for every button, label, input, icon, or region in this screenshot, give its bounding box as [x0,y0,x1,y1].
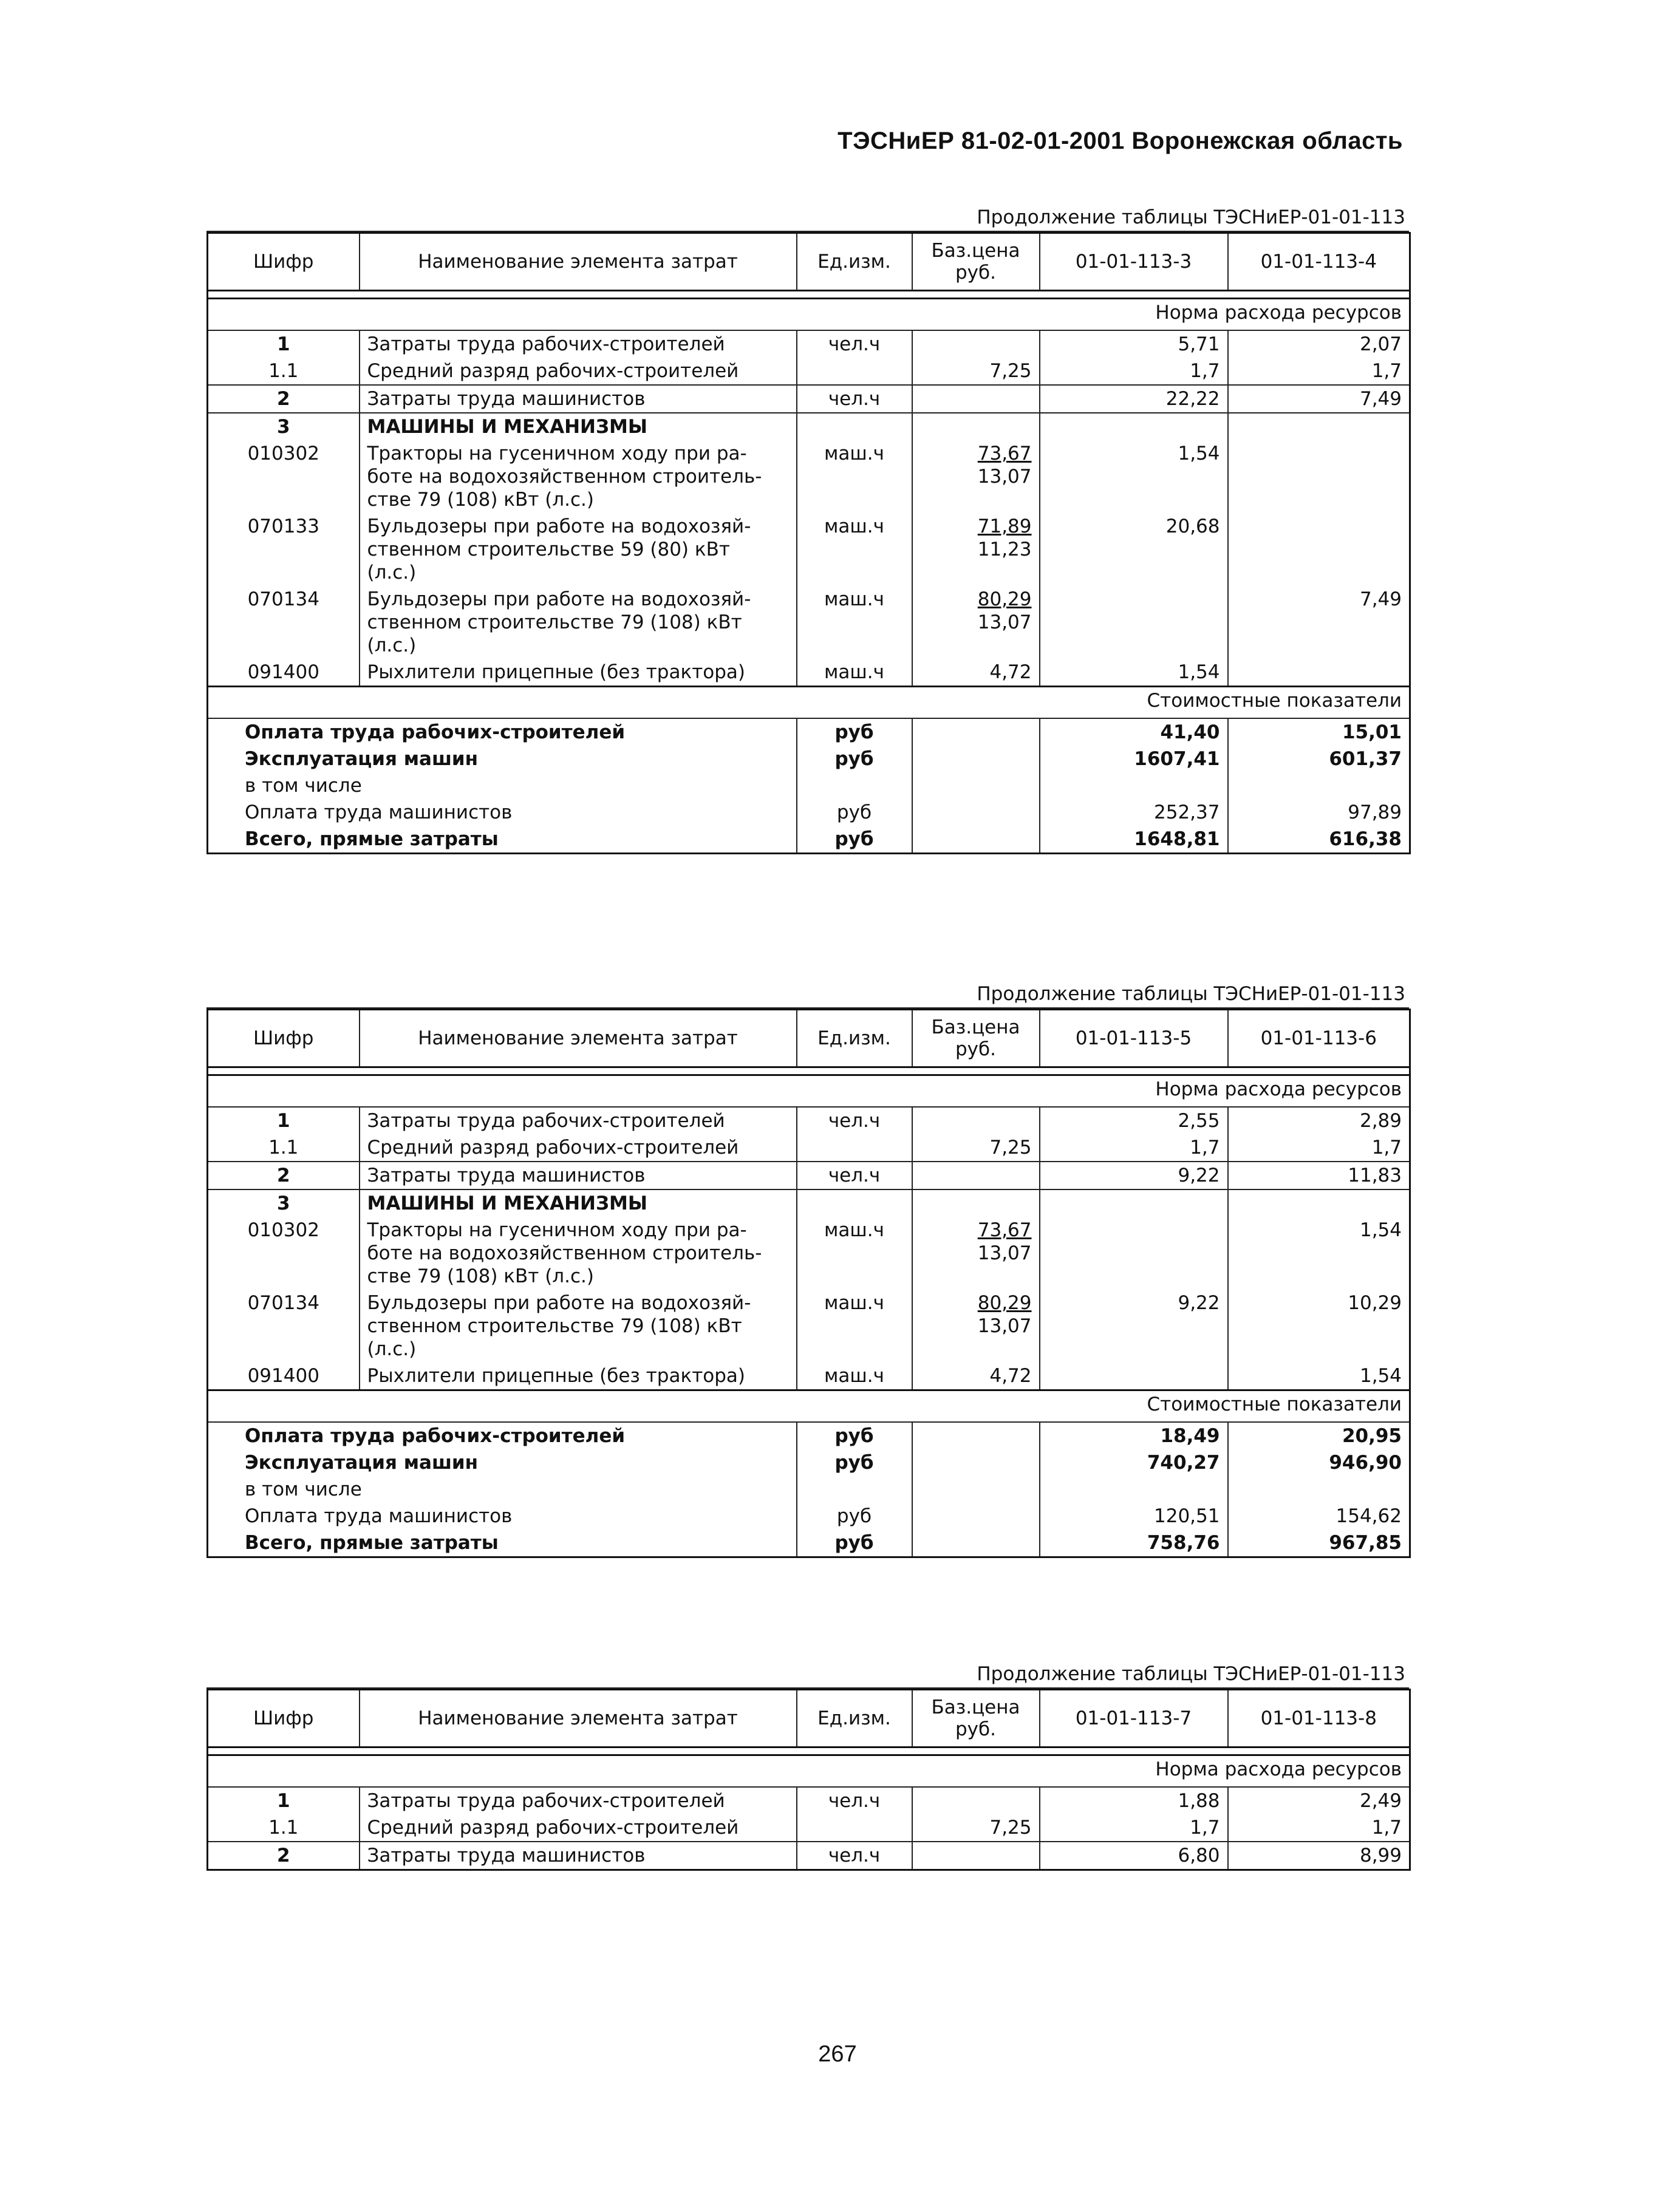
empty-cell [912,1422,1040,1449]
machine-row [208,1363,1410,1390]
header-col1: 01-01-113-7 [1040,1690,1228,1747]
row-code: 2 [208,385,360,413]
cost-row [208,1503,1410,1530]
empty-cell [797,1189,912,1217]
machines-title: МАШИНЫ И МЕХАНИЗМЫ [360,413,797,440]
row-value-2: 1,7 [1371,1817,1402,1839]
machine-row [208,1217,1410,1290]
empty-cell [912,413,1040,440]
row-name: Затраты труда рабочих-строителей [360,1107,797,1134]
norm-section-label: Норма расхода ресурсов [208,1755,1410,1788]
header-name: Наименование элемента затрат [360,1010,797,1067]
cost-row [208,1530,1410,1557]
row-name: Средний разряд рабочих-строителей [360,358,797,385]
empty-cell [912,1530,1040,1557]
header-code: Шифр [208,1690,360,1747]
machine-name: Бульдозеры при работе на водохозяй- ственном строительстве 79 (108) кВт (л.с.) [360,1290,797,1363]
row-value-1: 5,71 [1040,330,1228,358]
spacer-cell [208,291,1410,299]
empty-cell [912,1503,1040,1530]
machine-code: 070134 [247,588,319,610]
machine-value-2: 1,54 [1359,1219,1402,1241]
machine-unit: маш.ч [797,440,912,513]
row-unit: чел.ч [797,330,912,358]
cost-unit: руб [797,1422,912,1449]
cost-row [208,1449,1410,1476]
cost-label: Всего, прямые затраты [245,828,499,850]
resource-table-2 [206,981,1409,1558]
header-code: Шифр [208,233,360,291]
row-unit: чел.ч [797,1162,912,1189]
header-unit: Ед.изм. [797,1010,912,1067]
row-value-1: 1,88 [1040,1787,1228,1814]
cost-value-2: 15,01 [1342,721,1402,743]
cost-unit [797,1476,912,1503]
spacer-row [208,1067,1410,1075]
row-code: 1.1 [268,360,299,382]
row-code: 1 [276,1110,290,1132]
row-value-1: 9,22 [1040,1162,1228,1189]
empty-cell [912,1476,1040,1503]
row-price [912,1107,1040,1134]
row-code: 2 [208,1162,360,1189]
cost-label: Оплата труда рабочих-строителей [245,1425,626,1447]
empty-cell [912,718,1040,746]
header-col2: 01-01-113-6 [1228,1010,1410,1067]
norm-section-row [208,299,1410,331]
machine-code: 010302 [247,1219,319,1241]
cost-row [208,746,1410,772]
cost-unit: руб [797,1530,912,1557]
row-value-1: 1,7 [1040,1814,1228,1842]
header-row [208,1690,1410,1747]
labor-row [208,1814,1410,1842]
cost-value-1 [1040,772,1228,799]
machine-price [912,1363,1040,1390]
machine-price-wage: 13,07 [977,1315,1032,1337]
empty-cell [912,746,1040,772]
row-value-2: 2,49 [1359,1790,1402,1812]
labor-row [208,1842,1410,1870]
machine-unit: маш.ч [797,1217,912,1290]
header-price: Баз.цена руб. [912,233,1040,291]
row-name: Затраты труда рабочих-строителей [360,330,797,358]
header-unit: Ед.изм. [797,233,912,291]
resource-table-1 [206,204,1409,854]
cost-value-1: 1607,41 [1040,746,1228,772]
machines-title: МАШИНЫ И МЕХАНИЗМЫ [360,1189,797,1217]
table-caption: Продолжение таблицы ТЭСНиЕР-01-01-113 [206,981,1409,1009]
cost-label: Всего, прямые затраты [245,1532,499,1554]
page-number: 267 [818,2041,857,2067]
header-col2: 01-01-113-8 [1228,1690,1410,1747]
row-value-2: 2,89 [1359,1110,1402,1132]
header-row [208,233,1410,291]
machine-value-1: 1,54 [1040,440,1228,513]
machine-value-2: 7,49 [1359,588,1402,610]
machine-code: 091400 [247,661,319,683]
row-value-2: 2,07 [1359,333,1402,355]
machine-name: Рыхлители прицепные (без трактора) [360,1363,797,1390]
row-value-1: 2,55 [1040,1107,1228,1134]
header-row [208,1010,1410,1067]
row-code: 1.1 [268,1137,299,1159]
row-unit [797,1814,912,1842]
cost-unit: руб [797,718,912,746]
machine-row [208,440,1410,513]
empty-cell [912,799,1040,826]
document-title: ТЭСНиЕР 81-02-01-2001 Воронежская область [838,128,1403,154]
cost-row [208,772,1410,799]
cost-value-2: 601,37 [1329,748,1402,770]
machine-value-1: 1,54 [1040,659,1228,687]
cost-value-1: 120,51 [1040,1503,1228,1530]
empty-cell [912,772,1040,799]
cost-unit: руб [797,799,912,826]
norm-section-row [208,1755,1410,1788]
cost-value-2: 946,90 [1329,1452,1402,1474]
cost-section-row [208,1390,1410,1423]
cost-label: в том числе [245,775,362,797]
cost-value-1 [1040,1476,1228,1503]
row-value-2: 7,49 [1228,385,1410,413]
spacer-cell [208,1747,1410,1755]
machine-unit: маш.ч [797,1363,912,1390]
machine-price-wage: 13,07 [977,611,1032,633]
machine-price [912,586,1040,659]
machine-row [208,1290,1410,1363]
row-value-1: 6,80 [1040,1842,1228,1870]
machine-price-base: 80,29 [977,588,1032,610]
machine-value-1: 9,22 [1040,1290,1228,1363]
header-name: Наименование элемента затрат [360,1690,797,1747]
row-price: 7,25 [912,358,1040,385]
row-value-1: 1,7 [1040,358,1228,385]
cost-label: Оплата труда машинистов [245,801,513,823]
empty-cell [912,1189,1040,1217]
cost-row [208,718,1410,746]
cost-value-2: 97,89 [1348,801,1402,823]
labor-row [208,385,1410,413]
labor-row [208,1134,1410,1162]
header-price: Баз.цена руб. [912,1690,1040,1747]
cost-value-1: 740,27 [1040,1449,1228,1476]
machine-name: Тракторы на гусеничном ходу при ра- боте на водохозяйственном строитель- стве 79 (108) кВт (л.с.) [360,440,797,513]
machine-price-base: 80,29 [977,1292,1032,1314]
row-code: 2 [208,1842,360,1870]
machine-price-wage: 4,72 [989,1365,1032,1387]
cost-section-label: Стоимостные показатели [208,687,1410,719]
machine-price [912,1290,1040,1363]
header-col1: 01-01-113-5 [1040,1010,1228,1067]
machine-price-base: 73,67 [977,443,1032,465]
row-price [912,385,1040,413]
cost-value-2: 616,38 [1329,828,1402,850]
cost-unit: руб [797,1449,912,1476]
labor-row [208,1787,1410,1814]
row-price: 7,25 [912,1814,1040,1842]
machine-value-1 [1040,1363,1228,1390]
row-name: Средний разряд рабочих-строителей [360,1134,797,1162]
machine-unit: маш.ч [797,1290,912,1363]
spacer-row [208,291,1410,299]
labor-row [208,358,1410,385]
row-name: Затраты труда рабочих-строителей [360,1787,797,1814]
machine-name: Рыхлители прицепные (без трактора) [360,659,797,687]
labor-row [208,1107,1410,1134]
machine-price-wage: 4,72 [989,661,1032,683]
resource-table [206,1689,1411,1871]
cost-value-2: 967,85 [1329,1532,1402,1554]
empty-cell [912,1449,1040,1476]
cost-label: в том числе [245,1479,362,1500]
row-value-2: 8,99 [1228,1842,1410,1870]
labor-row [208,1162,1410,1189]
machine-price-base: 73,67 [977,1219,1032,1241]
cost-label: Эксплуатация машин [245,748,479,770]
empty-cell [797,413,912,440]
cost-label: Эксплуатация машин [245,1452,479,1474]
cost-unit: руб [797,826,912,854]
row-value-2: 1,7 [1371,1137,1402,1159]
empty-cell [912,826,1040,854]
header-unit: Ед.изм. [797,1690,912,1747]
row-code: 1 [276,1790,290,1812]
machine-price [912,1217,1040,1290]
cost-value-2: 154,62 [1336,1505,1402,1527]
row-name: Затраты труда машинистов [360,1162,797,1189]
header-col1: 01-01-113-3 [1040,233,1228,291]
row-unit: чел.ч [797,1107,912,1134]
norm-section-row [208,1075,1410,1108]
empty-cell [1228,1189,1410,1217]
cost-value-1: 252,37 [1040,799,1228,826]
cost-value-2 [1228,1476,1410,1503]
spacer-row [208,1747,1410,1755]
cost-row [208,826,1410,854]
row-name: Затраты труда машинистов [360,1842,797,1870]
cost-unit [797,772,912,799]
row-value-2: 1,7 [1371,360,1402,382]
row-unit: чел.ч [797,1842,912,1870]
header-col2: 01-01-113-4 [1228,233,1410,291]
empty-cell [1040,1189,1228,1217]
cost-value-1: 18,49 [1040,1422,1228,1449]
machines-code: 3 [208,1189,360,1217]
machine-price-wage: 11,23 [977,539,1032,560]
machine-row [208,659,1410,687]
machine-value-1 [1040,586,1228,659]
machine-value-2: 1,54 [1359,1365,1402,1387]
cost-value-1: 758,76 [1040,1530,1228,1557]
cost-value-1: 1648,81 [1040,826,1228,854]
resource-table [206,1009,1411,1558]
header-code: Шифр [208,1010,360,1067]
row-price [912,330,1040,358]
cost-row [208,1422,1410,1449]
resource-table [206,232,1411,854]
cost-row [208,799,1410,826]
machine-value-2 [1228,440,1410,513]
row-unit: чел.ч [797,385,912,413]
machine-code: 010302 [247,443,319,465]
empty-cell [1228,413,1410,440]
row-value-1: 22,22 [1040,385,1228,413]
machine-price-wage: 13,07 [977,1242,1032,1264]
row-value-1: 1,7 [1040,1134,1228,1162]
row-unit [797,1134,912,1162]
header-name: Наименование элемента затрат [360,233,797,291]
machine-value-2 [1228,659,1410,687]
cost-value-2: 20,95 [1342,1425,1402,1447]
machine-name: Бульдозеры при работе на водохозяй- ственном строительстве 79 (108) кВт (л.с.) [360,586,797,659]
machine-price-base: 71,89 [977,516,1032,537]
labor-row [208,330,1410,358]
row-price [912,1787,1040,1814]
machine-price-wage: 13,07 [977,466,1032,488]
cost-label: Оплата труда машинистов [245,1505,513,1527]
cost-label: Оплата труда рабочих-строителей [245,721,626,743]
machine-row [208,513,1410,586]
norm-section-label: Норма расхода ресурсов [208,1075,1410,1108]
machine-value-1: 20,68 [1040,513,1228,586]
row-unit [797,358,912,385]
row-value-2: 11,83 [1228,1162,1410,1189]
machines-header-row [208,413,1410,440]
machines-code: 3 [208,413,360,440]
resource-table-3 [206,1661,1409,1871]
row-unit: чел.ч [797,1787,912,1814]
cost-unit: руб [797,1503,912,1530]
machine-row [208,586,1410,659]
machine-price [912,440,1040,513]
machine-unit: маш.ч [797,659,912,687]
cost-row [208,1476,1410,1503]
machine-name: Бульдозеры при работе на водохозяй- ственном строительстве 59 (80) кВт (л.с.) [360,513,797,586]
table-caption: Продолжение таблицы ТЭСНиЕР-01-01-113 [206,204,1409,232]
row-name: Средний разряд рабочих-строителей [360,1814,797,1842]
row-price [912,1842,1040,1870]
row-name: Затраты труда машинистов [360,385,797,413]
header-price: Баз.цена руб. [912,1010,1040,1067]
machine-price [912,659,1040,687]
machine-value-1 [1040,1217,1228,1290]
spacer-cell [208,1067,1410,1075]
norm-section-label: Норма расхода ресурсов [208,299,1410,331]
row-code: 1 [276,333,290,355]
machine-value-2 [1228,513,1410,586]
row-code: 1.1 [268,1817,299,1839]
machine-price [912,513,1040,586]
table-caption: Продолжение таблицы ТЭСНиЕР-01-01-113 [206,1661,1409,1689]
empty-cell [1040,413,1228,440]
machine-value-2: 10,29 [1348,1292,1402,1314]
machines-header-row [208,1189,1410,1217]
row-price: 7,25 [912,1134,1040,1162]
cost-unit: руб [797,746,912,772]
machine-unit: маш.ч [797,513,912,586]
cost-value-2 [1228,772,1410,799]
machine-code: 091400 [247,1365,319,1387]
cost-value-1: 41,40 [1040,718,1228,746]
machine-code: 070133 [247,516,319,537]
machine-unit: маш.ч [797,586,912,659]
cost-section-label: Стоимостные показатели [208,1390,1410,1423]
row-price [912,1162,1040,1189]
machine-name: Тракторы на гусеничном ходу при ра- боте на водохозяйственном строитель- стве 79 (108) кВт (л.с.) [360,1217,797,1290]
cost-section-row [208,687,1410,719]
machine-code: 070134 [247,1292,319,1314]
